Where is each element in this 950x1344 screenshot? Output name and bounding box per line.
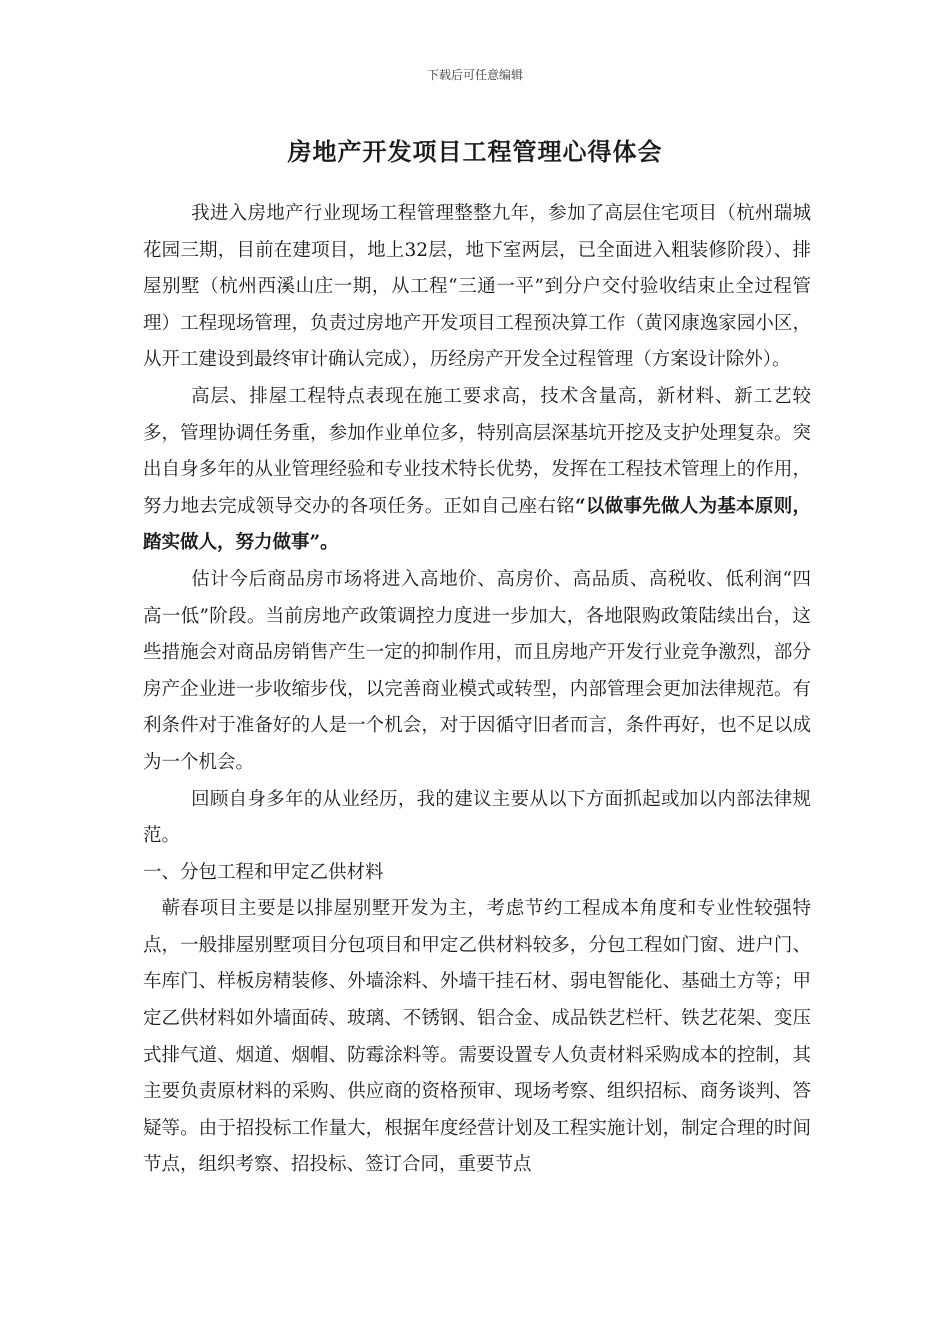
paragraph-review: 回顾自身多年的从业经历，我的建议主要从以下方面抓起或加以内部法律规范。 — [143, 788, 811, 847]
document-title: 房地产开发项目工程管理心得体会 — [287, 137, 663, 166]
paragraph-subcontract: 蕲春项目主要是以排屋别墅开发为主，考虑节约工程成本角度和专业性较强特点，一般排屋别墅项目分包项目和甲定乙供材料较多，分包工程如门窗、进户门、车库门、样板房精装修、外墙涂料、外墙干挂石材、弱电智能化、基础土方等；甲定乙供材料如外墙面砖、玻璃、不锈钢、铝合金、成品铁艺栏杆、铁艺花架、变压式排气道、烟道、烟帽、防霉涂料等。需要设置专人负责材料采购成本的控制，其主要负责原材料的采购、供应商的资格预审、现场考察、组织招标、商务谈判、答疑等。由于招投标工作量大，根据年度经营计划及工程实施计划，制定合理的时间节点，组织考察、招投标、签订合同，重要节点 — [143, 898, 811, 1176]
document-body — [143, 196, 811, 1184]
paragraph-text: 高层、排屋工程特点表现在施工要求高，技术含量高，新材料、新工艺较多，管理协调任务重，参加作业单位多，特别高层深基坑开挖及支护处理复杂。突出自身多年的从业管理经验和专业技术特长优势，发挥在工程技术管理上的作用，努力地去完成领导交办的各项任务。正如自己座右铭 — [143, 385, 811, 517]
section-heading: 一、分包工程和甲定乙供材料 — [143, 861, 384, 883]
paragraph-project-characteristics — [143, 379, 811, 562]
paragraph-experience: 我进入房地产行业现场工程管理整整九年，参加了高层住宅项目（杭州瑞城花园三期，目前在建项目，地上32层，地下室两层，已全面进入粗装修阶段）、排屋别墅（杭州西溪山庄一期，从工程“三通一平”到分户交付验收结束止全过程管理）工程现场管理，负责过房地产开发项目工程预决算工作（黄冈康逸家园小区，从开工建设到最终审计确认完成），历经房产开发全过程管理（方案设计除外）。 — [143, 203, 811, 371]
paragraph-market-outlook: 估计今后商品房市场将进入高地价、高房价、高品质、高税收、低利润“四高一低”阶段。当前房地产政策调控力度进一步加大，各地限购政策陆续出台，这些措施会对商品房销售产生一定的抑制作用，而且房地产开发行业竞争激烈，部分房产企业进一步收缩步伐，以完善商业模式或转型，内部管理会更加法律规范。有利条件对于准备好的人是一个机会，对于因循守旧者而言，条件再好，也不足以成为一个机会。 — [143, 568, 811, 773]
header-note: 下载后可任意编辑 — [426, 68, 523, 82]
motto-text: “以做事先做人为基本原则，踏实做人，努力做事”。 — [143, 495, 811, 554]
